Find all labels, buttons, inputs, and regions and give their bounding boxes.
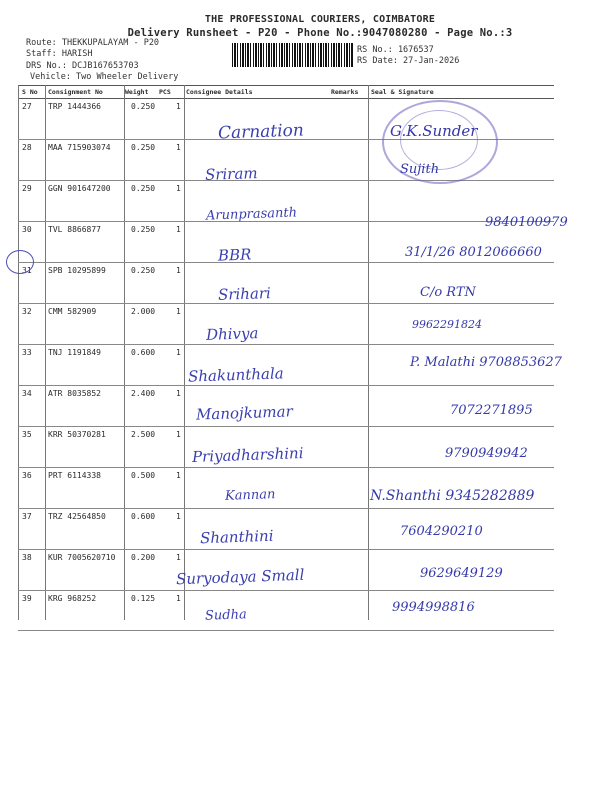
header-consignee: Consignee Details — [186, 88, 253, 96]
row-consignment: KRG 968252 — [48, 594, 97, 603]
table-header — [18, 85, 554, 99]
row-weight: 0.250 — [131, 143, 156, 152]
row-consignment: KRR 50370281 — [48, 430, 106, 439]
handwritten-consignee: Srihari — [217, 284, 272, 304]
rs-number: RS No.: 1676537 — [357, 45, 434, 55]
row-sno: 32 — [22, 307, 32, 316]
handwritten-consignee: Suryodaya Small — [175, 565, 305, 589]
handwritten-consignee: BBR — [217, 245, 252, 265]
handwritten-consignee: Kannan — [224, 487, 276, 504]
row-weight: 0.250 — [131, 102, 156, 111]
row-weight: 0.600 — [131, 512, 156, 521]
row-consignment: PRT 6114338 — [48, 471, 101, 480]
row-consignment: CMM 582909 — [48, 307, 97, 316]
row-consignment: SPB 10295899 — [48, 266, 106, 275]
row-weight: 0.250 — [131, 266, 156, 275]
route-label: Route: THEKKUPALAYAM - P20 — [26, 38, 160, 48]
handwritten-consignee: Arunprasanth — [205, 205, 298, 224]
handwritten-signature: C/o RTN — [420, 285, 476, 300]
handwritten-consignee: Carnation — [217, 120, 305, 144]
header-consignment: Consignment No — [48, 88, 103, 96]
staff-label: Staff: HARISH — [26, 49, 93, 59]
header-weight: Weight — [125, 88, 149, 96]
row-consignment: MAA 715903074 — [48, 143, 111, 152]
handwritten-consignee: Shanthini — [199, 526, 274, 548]
row-weight: 2.500 — [131, 430, 156, 439]
row-sno: 38 — [22, 553, 32, 562]
rs-date: RS Date: 27-Jan-2026 — [357, 56, 460, 66]
header-sno: S No — [22, 88, 38, 96]
drs-number: DRS No.: DCJB167653703 — [26, 61, 139, 71]
row-pcs: 1 — [176, 512, 181, 521]
row-weight: 0.250 — [131, 225, 156, 234]
row-sno: 29 — [22, 184, 32, 193]
company-seal-stamp-inner — [400, 110, 478, 170]
row-pcs: 1 — [176, 471, 181, 480]
row-sno: 27 — [22, 102, 32, 111]
handwritten-signature: P. Malathi 9708853627 — [410, 355, 562, 370]
row-pcs: 1 — [176, 307, 181, 316]
row-weight: 2.400 — [131, 389, 156, 398]
row-pcs: 1 — [176, 266, 181, 275]
handwritten-signature: 31/1/26 8012066660 — [405, 245, 542, 260]
handwritten-signature: N.Shanthi 9345282889 — [370, 488, 535, 504]
row-pcs: 1 — [176, 102, 181, 111]
handwritten-consignee: Sriram — [204, 164, 258, 184]
row-pcs: 1 — [176, 143, 181, 152]
row-weight: 0.200 — [131, 553, 156, 562]
row-pcs: 1 — [176, 225, 181, 234]
handwritten-signature: G.K.Sunder — [390, 122, 478, 140]
row-consignment: TRP 1444366 — [48, 102, 101, 111]
barcode — [232, 43, 354, 67]
handwritten-signature: 7072271895 — [450, 403, 533, 418]
row-consignment: TNJ 1191849 — [48, 348, 101, 357]
handwritten-signature: 9962291824 — [412, 318, 482, 331]
company-title: THE PROFESSIONAL COURIERS, COIMBATORE — [204, 14, 436, 25]
handwritten-signature: Sujith — [400, 162, 440, 177]
row-sno: 33 — [22, 348, 32, 357]
row-consignment: GGN 901647200 — [48, 184, 111, 193]
handwritten-consignee: Manojkumar — [195, 402, 294, 424]
handwritten-signature: 9994998816 — [392, 600, 475, 615]
row-pcs: 1 — [176, 389, 181, 398]
row-sno: 37 — [22, 512, 32, 521]
row-consignment: KUR 7005620710 — [48, 553, 116, 562]
row-weight: 2.000 — [131, 307, 156, 316]
row-sno: 35 — [22, 430, 32, 439]
row-sno: 39 — [22, 594, 32, 603]
row-sno: 28 — [22, 143, 32, 152]
row-consignment: TVL 8866877 — [48, 225, 101, 234]
circled-row-mark — [6, 250, 34, 274]
header-pcs: PCS — [159, 88, 171, 96]
handwritten-signature: 9629649129 — [420, 566, 503, 581]
handwritten-signature: 9790949942 — [445, 446, 528, 461]
handwritten-consignee: Shakunthala — [187, 364, 284, 386]
handwritten-signature: 7604290210 — [400, 524, 483, 539]
row-pcs: 1 — [176, 553, 181, 562]
handwritten-consignee: Sudha — [204, 607, 247, 624]
row-pcs: 1 — [176, 184, 181, 193]
row-pcs: 1 — [176, 594, 181, 603]
row-weight: 0.600 — [131, 348, 156, 357]
handwritten-consignee: Priyadharshini — [191, 444, 304, 466]
row-pcs: 1 — [176, 348, 181, 357]
header-seal: Seal & Signature — [371, 88, 434, 96]
row-pcs: 1 — [176, 430, 181, 439]
row-sno: 30 — [22, 225, 32, 234]
vehicle-label: Vehicle: Two Wheeler Delivery — [30, 72, 179, 82]
row-sno: 31 — [22, 266, 32, 275]
row-consignment: TRZ 42564850 — [48, 512, 106, 521]
row-consignment: ATR 8035852 — [48, 389, 101, 398]
row-weight: 0.125 — [131, 594, 156, 603]
row-sno: 36 — [22, 471, 32, 480]
handwritten-signature: 9840100979 — [485, 215, 568, 230]
runsheet-title: Delivery Runsheet - P20 - Phone No.:9047080280 - Page No.:3 — [127, 27, 513, 39]
handwritten-consignee: Dhivya — [205, 324, 259, 344]
row-weight: 0.500 — [131, 471, 156, 480]
row-sno: 34 — [22, 389, 32, 398]
header-remarks: Remarks — [331, 88, 359, 96]
row-weight: 0.250 — [131, 184, 156, 193]
